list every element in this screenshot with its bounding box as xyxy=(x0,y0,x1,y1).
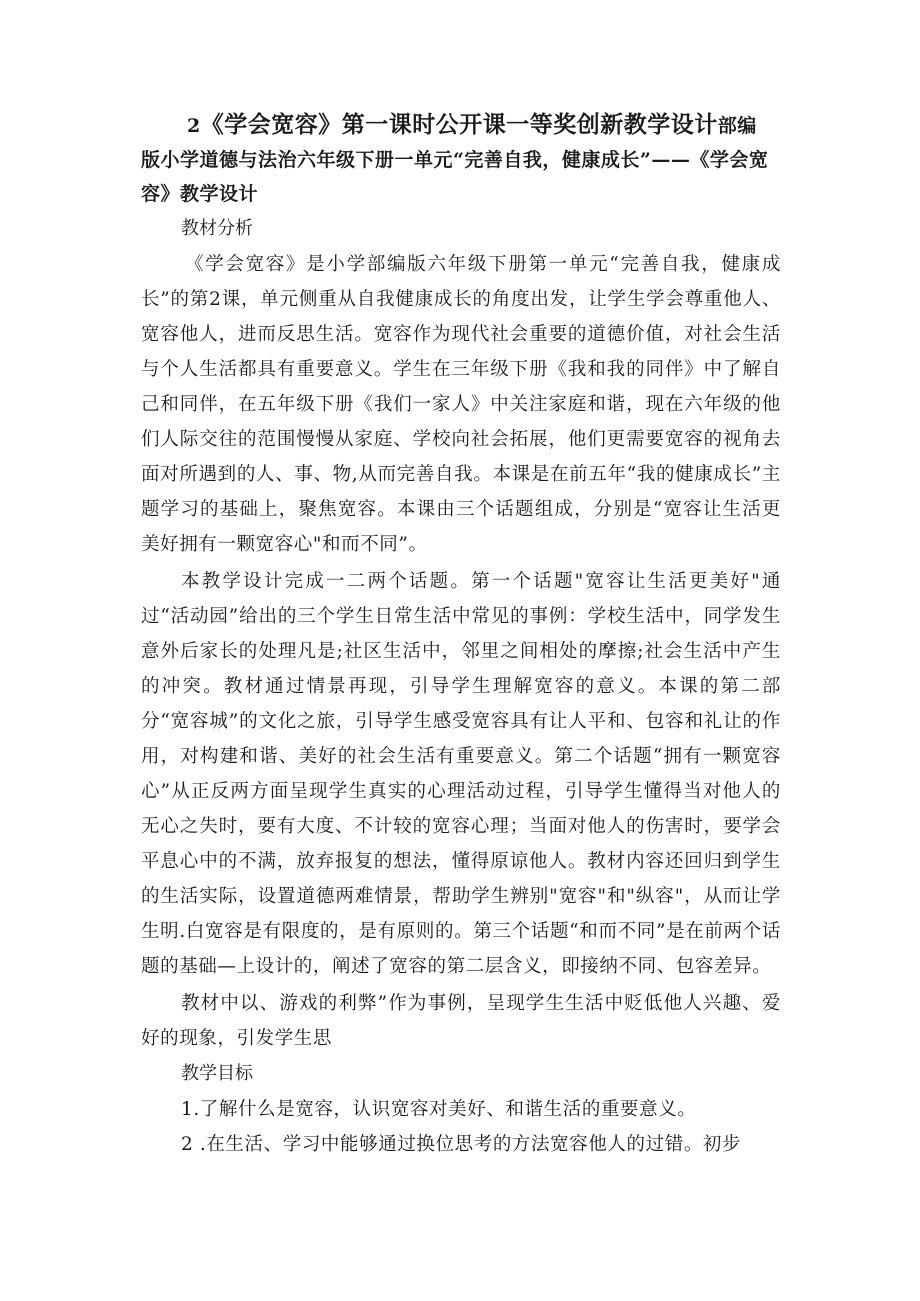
section-heading-teaching-goals: 教学目标 xyxy=(181,1063,253,1084)
document-title xyxy=(141,108,781,211)
paragraph-2: 本教学设计完成一二两个话题。第一个话题"宽容让生活更美好"通过“活动园”给出的三个学生日常生活中常见的事例：学校生活中，同学发生意外后家长的处理凡是;社区生活中，邻里之间相处的摩擦;社会生活中产生的冲突。教材通过情景再现，引导学生理解宽容的意义。本课的第二部分“宽容城”的文化之旅，引导学生感受宽容具有让人平和、包容和礼让的作用，对构建和谐、美好的社会生活有重要意义。第二个话题“拥有一颗宽容心”从正反两方面呈现学生真实的心理活动过程，引导学生懂得当对他人的无心之失时，要有大度、不计较的宽容心理；当面对他人的伤害时，要学会平息心中的不满，放弃报复的想法，懂得原谅他人。教材内容还回归到学生的生活实际，设置道德两难情景，帮助学生辨别"宽容"和"纵容"，从而让学生明.白宽容是有限度的，是有原则的。第三个话题“和而不同”是在前两个话题的基础—上设计的，阐述了宽容的第二层含义，即接纳不同、包容差异。 xyxy=(141,571,781,977)
title-main: 《学会宽容》第一课时公开课一等奖创新教学设计 xyxy=(200,112,718,138)
title-line-1 xyxy=(141,108,781,143)
document-body xyxy=(141,108,781,1162)
title-line-2: 版小学道德与法治六年级下册一单元“完善自我，健康成长”——《学会宽 xyxy=(141,149,769,171)
goal-item-2: 2 .在生活、学习中能够通过换位思考的方法宽容他人的过错。初步 xyxy=(181,1134,742,1155)
paragraph-3: 教材中以、游戏的利弊”作为事例，呈现学生生活中贬低他人兴趣、爱好的现象，引发学生思 xyxy=(141,993,781,1049)
paragraph-1: 《学会宽容》是小学部编版六年级下册第一单元“完善自我，健康成长”的第2课，单元侧重从自我健康成长的角度出发，让学生学会尊重他人、宽容他人，进而反思生活。宽容作为现代社会重要的道德价值，对社会生活与个人生活都具有重要意义。学生在三年级下册《我和我的同伴》中了解自己和同伴，在五年级下册《我们一家人》中关注家庭和谐，现在六年级的他们人际交往的范围慢慢从家庭、学校向社会拓展，他们更需要宽容的视角去面对所遇到的人、事、物,从而完善自我。本课是在前五年“我的健康成长”主题学习的基础上，聚焦宽容。本课由三个话题组成，分别是“宽容让生活更美好拥有一颗宽容心"和而不同”。 xyxy=(141,254,781,555)
title-line-3: 容》教学设计 xyxy=(141,183,259,205)
title-suffix: 部编 xyxy=(717,115,757,137)
section-heading-textbook-analysis: 教材分析 xyxy=(181,218,253,239)
goal-item-1: 1.了解什么是宽容，认识宽容对美好、和谐生活的重要意义。 xyxy=(181,1099,697,1120)
title-prefix: 2 xyxy=(187,115,201,137)
